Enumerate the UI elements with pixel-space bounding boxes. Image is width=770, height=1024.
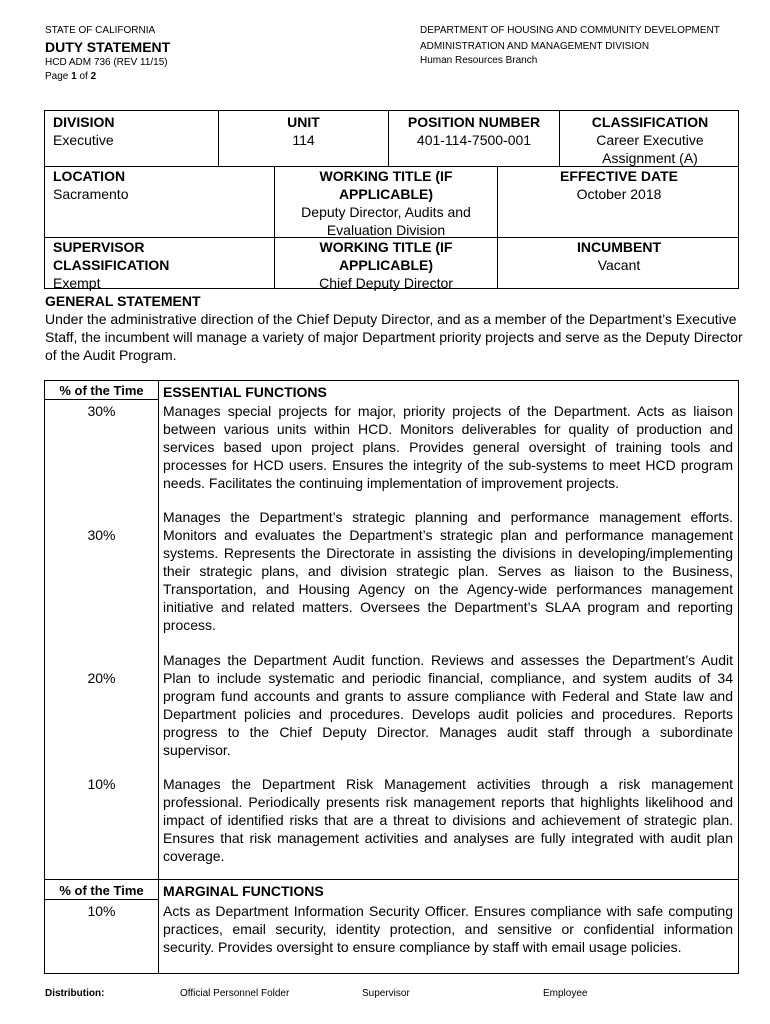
table-divider: [45, 879, 738, 880]
working-title-cell: [281, 167, 491, 239]
classification-value: Career Executive Assignment (A): [596, 132, 704, 166]
marginal-functions-title: MARGINAL FUNCTIONS: [163, 883, 324, 899]
position-info-table: [44, 110, 739, 289]
general-statement-label: GENERAL STATEMENT: [45, 293, 201, 309]
distribution-employee: Employee: [543, 988, 588, 999]
supervisor-title-value: Chief Deputy Director: [319, 275, 453, 291]
supervisor-class-cell: [53, 238, 268, 292]
essential-text-3: Manages the Department Audit function. Reviews and assesses the Department’s Audit Plan to include systematic and periodic financial, compliance, and system audits of 34 program fund accounts and grants to assure compliance with Federal and State law and Department policies and procedures. Develops audit policies and procedures. Reports progress to the Chief Deputy Director. Manages audit staff through a subordinate supervisor.: [163, 652, 733, 758]
supervisor-title-cell: [281, 238, 491, 292]
general-statement: [45, 292, 745, 364]
working-title-value: Deputy Director, Audits and Evaluation Division: [301, 204, 471, 238]
working-title-label: WORKING TITLE (IF APPLICABLE): [319, 168, 453, 202]
unit-value: 114: [292, 132, 315, 148]
position-number-label: POSITION NUMBER: [407, 114, 541, 130]
essential-pct-3: 20%: [87, 670, 116, 686]
distribution-supervisor: Supervisor: [362, 988, 410, 999]
branch-name: Human Resources Branch: [420, 55, 538, 66]
essential-pct-2: 30%: [87, 527, 116, 543]
supervisor-class-label: SUPERVISOR CLASSIFICATION: [53, 239, 170, 273]
marginal-time-header: % of the Time: [59, 883, 144, 898]
classification-label: CLASSIFICATION: [591, 114, 709, 130]
location-label: LOCATION: [53, 168, 126, 184]
effective-date-cell: [498, 167, 740, 203]
incumbent-label: INCUMBENT: [577, 239, 661, 255]
distribution-personnel-folder: Official Personnel Folder: [180, 988, 290, 999]
essential-functions-title: ESSENTIAL FUNCTIONS: [163, 384, 327, 400]
division-value: Executive: [53, 132, 114, 148]
header-right: [420, 24, 720, 68]
department-name: DEPARTMENT OF HOUSING AND COMMUNITY DEVELOPMENT: [420, 25, 720, 36]
state-label: STATE OF CALIFORNIA: [45, 25, 156, 36]
essential-text-4: Manages the Department Risk Management activities through a risk management professional. Periodically presents risk management reports that highlights likelihood and impact of identified risks that are a threat to divisions and achievement of strategic plan. Ensures that risk management activities and analyses are fully integrated with audit plan coverage.: [163, 776, 733, 864]
marginal-text-1: Acts as Department Information Security Officer. Ensures compliance with safe computing practices, email security, identity protection, and sensitive or confidential information security. Provides oversight to ensure compliance by staff with email usage policies.: [163, 903, 733, 955]
table-divider: [274, 166, 275, 288]
essential-text-1: Manages special projects for major, priority projects of the Department. Acts as liaison between various units within HCD. Monitors deliverables for quality of production and services based upon project plans. Provides general oversight of training tools and processes for HCD users. Ensures the integrity of the sub-systems to meet HCD program needs. Facilitates the continuing implementation of improvement projects.: [163, 403, 733, 491]
page-indicator: Page 1 of 2: [45, 71, 97, 82]
marginal-pct-1: 10%: [87, 903, 116, 919]
unit-label: UNIT: [287, 114, 320, 130]
incumbent-cell: [498, 238, 740, 274]
division-name: ADMINISTRATION AND MANAGEMENT DIVISION: [420, 41, 650, 52]
division-cell: [53, 113, 213, 149]
essential-text-2: Manages the Department’s strategic planning and performance management efforts. Monitors and evaluates the Department’s strategic plan and performance management systems. Represents the Directorate in assisting the divisions in developing/implementing their strategic plans, and division strategic plan. Serves as liaison to the Business, Transportation, and Housing Agency on the Agency-wide performances management initiative and related matters. Oversees the Department’s SLAA program and reporting process.: [163, 509, 733, 633]
page-title: DUTY STATEMENT: [45, 39, 171, 55]
functions-table: [44, 380, 739, 974]
form-id: HCD ADM 736 (REV 11/15): [45, 57, 168, 68]
division-label: DIVISION: [53, 114, 115, 130]
unit-cell: [219, 113, 388, 149]
effective-date-label: EFFECTIVE DATE: [560, 168, 678, 184]
location-value: Sacramento: [53, 186, 129, 202]
location-cell: [53, 167, 268, 203]
header-left: [45, 24, 170, 84]
distribution-label: Distribution:: [45, 988, 105, 999]
essential-pct-1: 30%: [87, 403, 116, 419]
position-number-cell: [389, 113, 559, 149]
supervisor-title-label: WORKING TITLE (IF APPLICABLE): [319, 239, 453, 273]
incumbent-value: Vacant: [597, 257, 641, 273]
essential-pct-4: 10%: [87, 776, 116, 792]
effective-date-value: October 2018: [576, 186, 662, 202]
table-divider: [158, 381, 159, 973]
position-number-value: 401-114-7500-001: [416, 132, 532, 148]
general-statement-text: Under the administrative direction of the Chief Deputy Director, and as a member of the Department’s Executive Staff, the incumbent will manage a variety of major Department priority projects and serve as the Deputy Director of the Audit Program.: [45, 311, 743, 363]
supervisor-class-value: Exempt: [53, 275, 101, 291]
essential-time-header: % of the Time: [59, 383, 144, 398]
classification-cell: [560, 113, 740, 167]
